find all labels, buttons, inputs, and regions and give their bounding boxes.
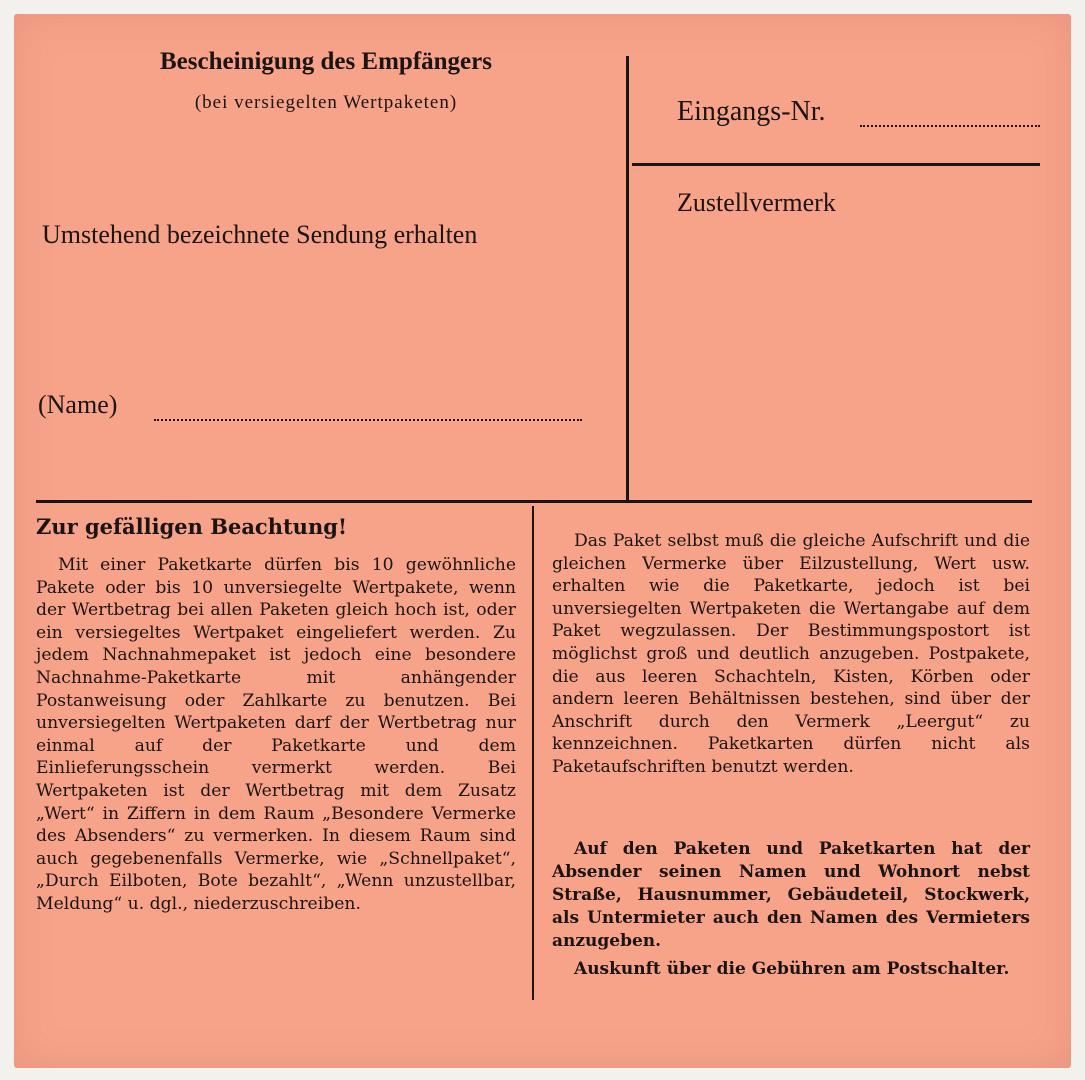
form-subtitle: (bei versiegelten Wertpaketen)	[194, 92, 458, 113]
notice-right-last-body: Auskunft über die Gebühren am Postschalter.	[574, 959, 1010, 979]
name-field-line[interactable]	[154, 405, 582, 421]
zustellvermerk-label: Zustellvermerk	[677, 188, 836, 217]
notice-left-body: Mit einer Paketkarte dürfen bis 10 gewöhnliche Pakete oder bis 10 unversiegelte Wertpakete, wenn der Wertbetrag bei allen Paketen gleich hoch ist, oder ein versiegeltes Wertpaket eingeliefert werden. Zu jedem Nachnahmepaket ist jedoch eine besondere Nachnahme-Paketkarte mit anhängender Postanweisung oder Zahlkarte zu benutzen. Bei unversiegelten Wertpaketen darf der Wertbetrag nur einmal auf der Paketkarte und dem Einlieferungsschein vermerkt werden. Bei Wertpaketen ist der Wertbetrag mit dem Zusatz „Wert“ in Ziffern in dem Raum „Besondere Vermerke des Absenders“ zu vermerken. In diesem Raum sind auch gegebenenfalls Vermerke, wie „Schnellpaket“, „Durch Eilboten, Bote bezahlt“, „Wenn unzustellbar, Meldung“ u. dgl., niederzuschreiben.	[36, 555, 516, 914]
notice-left-text	[36, 554, 516, 916]
receipt-statement: Umstehend bezeichnete Sendung erhalten	[42, 220, 478, 249]
form-title: Bescheinigung des Empfängers	[160, 48, 492, 75]
notice-right-text	[552, 530, 1030, 779]
name-label: (Name)	[38, 390, 118, 419]
eingangs-nr-label: Eingangs-Nr.	[677, 96, 826, 127]
notice-right-last-text	[552, 958, 1030, 981]
notice-title: Zur gefälligen Beachtung!	[36, 514, 348, 539]
notice-right-bold-body: Auf den Paketen und Paketkarten hat der Absender seinen Namen und Wohnort nebst Straße, Hausnummer, Gebäudeteil, Stockwerk, als Untermieter auch den Namen des Vermieters anzugeben.	[552, 839, 1030, 951]
notice-right-bold-text	[552, 838, 1030, 953]
right-panel-divider	[632, 163, 1040, 166]
vertical-divider-top	[626, 56, 629, 500]
parcel-card	[14, 14, 1071, 1068]
vertical-divider-bottom	[532, 506, 534, 1000]
eingangs-nr-field-line[interactable]	[860, 117, 1040, 127]
horizontal-divider-main	[36, 500, 1032, 503]
notice-right-body: Das Paket selbst muß die gleiche Aufschrift und die gleichen Vermerke über Eilzustellung, Wert usw. erhalten wie die Paketkarte, jedoch ist bei unversiegelten Wertpaketen die Wertangabe auf dem Paket wegzulassen. Der Bestimmungspostort ist möglichst groß und deutlich anzugeben. Postpakete, die aus leeren Schachteln, Kisten, Körben oder andern leeren Behältnissen bestehen, sind über der Anschrift durch den Vermerk „Leergut“ zu kennzeichnen. Paketkarten dürfen nicht als Paketaufschriften benutzt werden.	[552, 531, 1030, 777]
